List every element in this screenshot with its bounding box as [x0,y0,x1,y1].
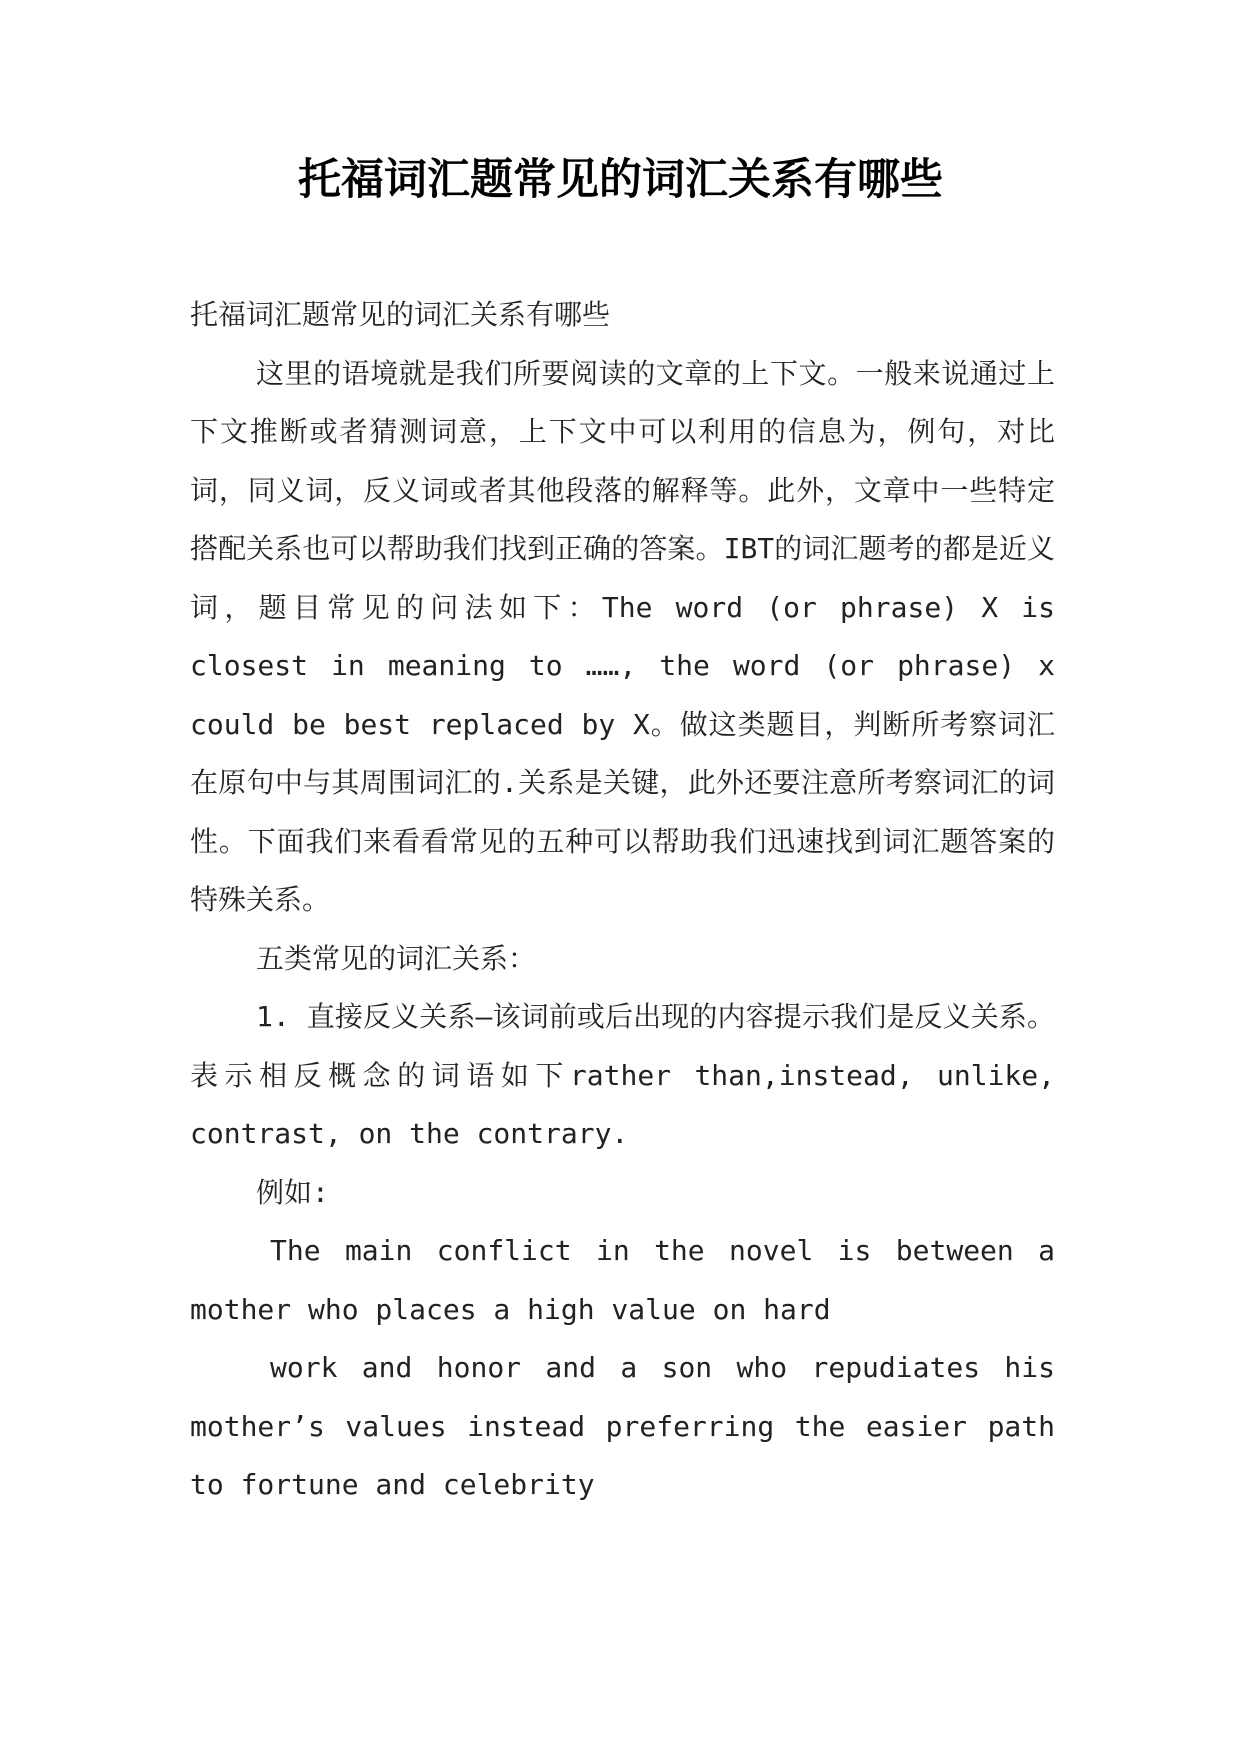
document-title: 托福词汇题常见的词汇关系有哪些 [298,155,943,205]
paragraph-context: 这里的语境就是我们所要阅读的文章的上下文。一般来说通过上下文推断或者猜测词意，上下文中可以利用的信息为，例句，对比词，同义词，反义词或者其他段落的解释等。此外，文章中一些特定搭配关系也可以帮助我们找到正确的答案。IBT的词汇题考的都是近义词，题目常见的问法如下：The word (or phrase) X is closest in meaning to ……, the word (or phrase) x could be best replaced by X。做这类题目，判断所考察词汇在原句中与其周围词汇的.关系是关键，此外还要注意所考察词汇的词性。下面我们来看看常见的五种可以帮助我们迅速找到词汇题答案的特殊关系。 [190,356,1055,916]
paragraph-five-types: 五类常见的词汇关系： [256,941,537,975]
paragraph-example-sentence-2: work and honor and a son who repudiates his mother’s values instead preferring the easier path to fortune and celebrity [190,1351,1055,1501]
document-body [190,286,1055,1515]
paragraph-heading: 托福词汇题常见的词汇关系有哪些 [190,298,611,331]
paragraph-example-label: 例如: [256,1175,329,1209]
paragraph-antonym-relation: 1. 直接反义关系—该词前或后出现的内容提示我们是反义关系。表示相反概念的词语如下rather than,instead, unlike, contrast, on the contrary. [190,1000,1055,1150]
paragraph-example-sentence-1: The main conflict in the novel is between a mother who places a high value on hard [190,1234,1055,1326]
